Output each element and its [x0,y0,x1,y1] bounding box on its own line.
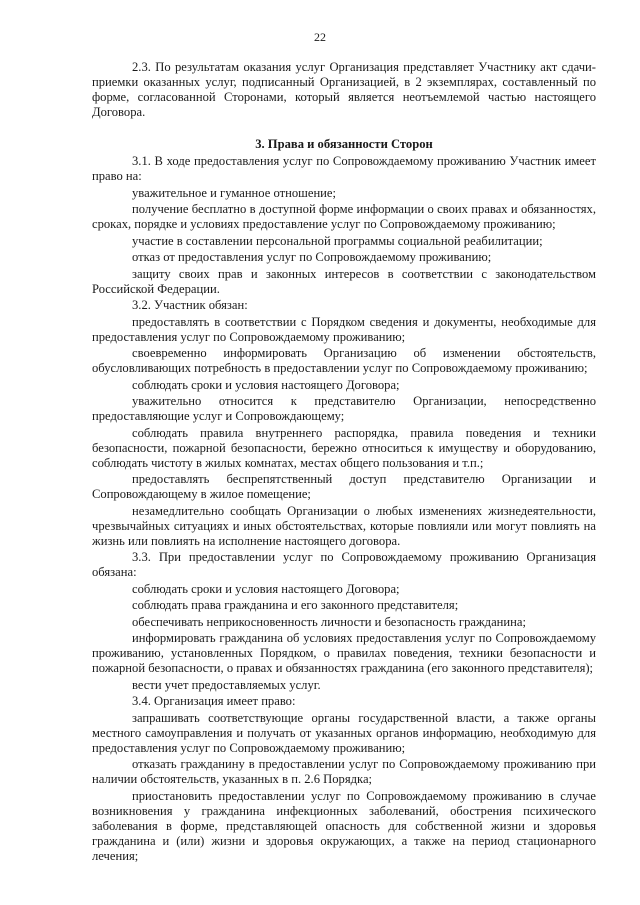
paragraph: соблюдать сроки и условия настоящего Договора; [132,377,400,392]
paragraph: защиту своих прав и законных интересов в соответствии с законодательством Российской Федерации. [92,266,596,296]
paragraph: своевременно информировать Организацию об изменении обстоятельств, обусловливающих потребность в предоставлении услуг по Сопровождаемому проживанию; [92,346,596,375]
paragraph: запрашивать соответствующие органы государственной власти, а также органы местного самоуправления и получать от указанных органов информацию, необходимую для предоставления услуг по Сопровождаемому проживанию; [92,710,596,755]
paragraph: уважительное и гуманное отношение; [132,185,337,200]
paragraph: 3.3. При предоставлении услуг по Сопровождаемому проживанию Организация обязана: [92,550,596,579]
paragraph: информировать гражданина об условиях предоставления услуг по Сопровождаемому проживанию, установленных Порядком, о правилах поведения, техники безопасности и пожарной безопасности, о правах и обязанностях гражданина (его законного представителя); [92,631,596,675]
paragraph: предоставлять беспрепятственный доступ представителю Организации и Сопровождающему в жилое помещение; [92,472,596,501]
paragraph: соблюдать права гражданина и его законного представителя; [132,598,459,612]
paragraph: соблюдать правила внутреннего распорядка, правила поведения и техники безопасности, пожарной безопасности, бережно относиться к имуществу и оборудованию, соблюдать чистоту в жилых комнатах, местах общего пользования и т.п.; [92,425,596,470]
paragraph: отказ от предоставления услуг по Сопровождаемому проживанию; [132,250,492,264]
paragraph: соблюдать сроки и условия настоящего Договора; [132,581,400,596]
paragraph: предоставлять в соответствии с Порядком сведения и документы, необходимые для предоставления услуг по Сопровождаемому проживанию; [92,314,596,344]
paragraph: вести учет предоставляемых услуг. [132,677,321,692]
paragraph-2-3: 2.3. По результатам оказания услуг Организация представляет Участнику акт сдачи-приемки оказанных услуг, подписанный Организацией, в 2 экземплярах, составленный по форме, согласованной Сторонами, который является неотъемлемой частью настоящего Договора. [92,60,596,119]
section-title: 3. Права и обязанности Сторон [255,137,433,151]
page-number: 22 [314,30,326,44]
paragraph-list [92,154,596,864]
paragraph: приостановить предоставлении услуг по Сопровождаемому проживанию в случае возникновения у гражданина инфекционных заболеваний, обострения психического заболевания в форме, представляющей опасность для собственной жизни и здоровья гражданина и (или) жизни и здоровья окружающих, а также на период стационарного лечения; [92,788,596,863]
paragraph: обеспечивать неприкосновенность личности и безопасность гражданина; [132,614,526,629]
paragraph: незамедлительно сообщать Организации о любых изменениях жизнедеятельности, чрезвычайных ситуациях и иных обстоятельствах, которые повлияли или могут повлиять на жизнь или повлиять на исполнение настоящего договора. [92,503,596,548]
paragraph: уважительно относится к представителю Организации, непосредственно предоставляющие услуг и Сопровождающему; [92,394,596,423]
paragraph: отказать гражданину в предоставлении услуг по Сопровождаемому проживанию при наличии обстоятельств, указанных в п. 2.6 Порядка; [92,757,596,786]
paragraph: участие в составлении персональной программы социальной реабилитации; [132,233,543,248]
paragraph: 3.1. В ходе предоставления услуг по Сопровождаемому проживанию Участник имеет право на: [92,154,596,183]
paragraph: 3.4. Организация имеет право: [132,694,296,708]
paragraph: 3.2. Участник обязан: [132,298,248,312]
paragraph: получение бесплатно в доступной форме информации о своих правах и обязанностях, сроках, порядке и условиях предоставление услуг по Сопровождаемому проживанию; [92,202,596,231]
